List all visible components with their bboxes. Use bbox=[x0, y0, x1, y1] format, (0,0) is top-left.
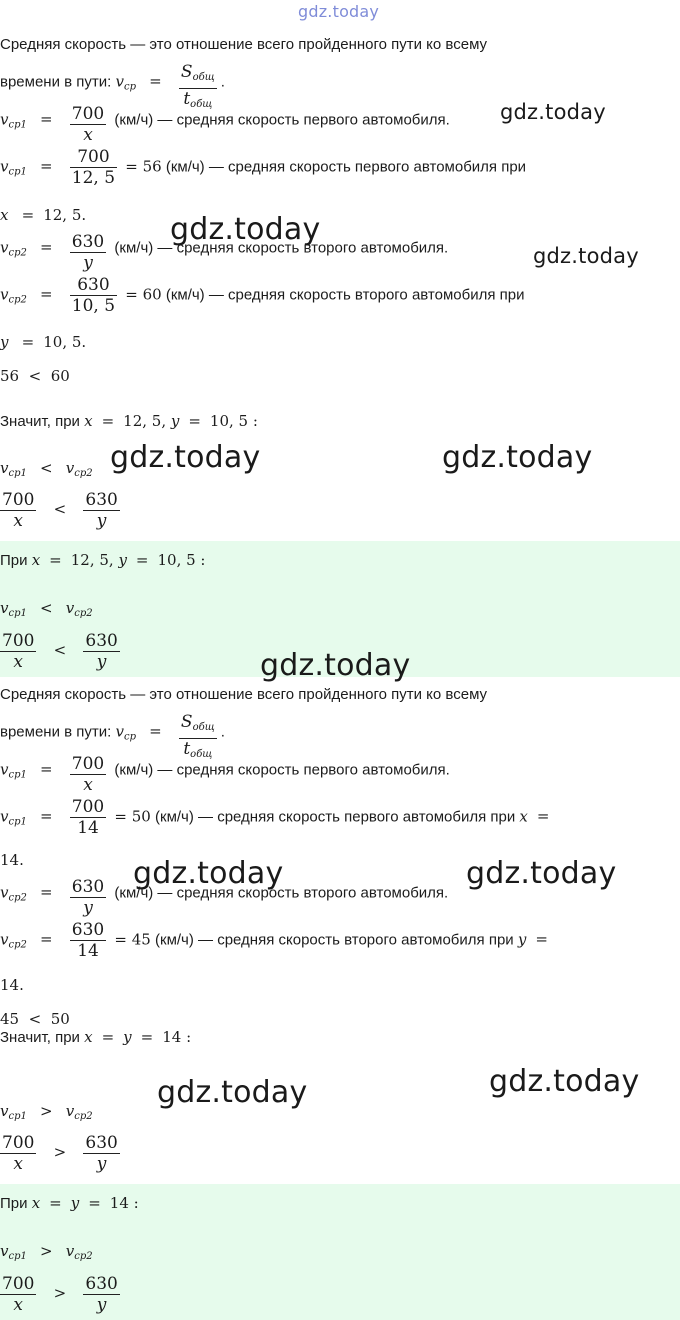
x-symbol: x bbox=[0, 206, 9, 224]
answer-b-frac-rel: > bbox=[53, 1284, 67, 1303]
answer-a-frac-rel: < bbox=[53, 641, 67, 660]
answer-b-num-right: 630 bbox=[85, 1274, 118, 1294]
avg-speed-fraction bbox=[179, 62, 217, 110]
v1-value-fraction-b bbox=[70, 797, 106, 838]
definition-line-2: времени в пути: $v_{ср}$ = $\frac{S_{общ}}{t_{общ}}$ . bbox=[0, 62, 225, 110]
v2-value-numerator: 630 bbox=[70, 275, 117, 296]
ineq-num-left: 700 bbox=[2, 490, 35, 510]
conclusion-line: Значит, при x = 12, 5, y = 10, 5 : bbox=[0, 412, 258, 430]
answer-a-den-left: x bbox=[13, 652, 24, 672]
answer-b-condition: При x = y = 14 : bbox=[0, 1194, 139, 1212]
v2-subscript-b2: ср2 bbox=[8, 939, 27, 951]
y-value: 10, 5. bbox=[43, 333, 87, 351]
t-subscript-b: общ bbox=[190, 749, 213, 760]
v1-value-numerator-b: 700 bbox=[71, 797, 105, 817]
ineq-v1-sub: ср1 bbox=[8, 468, 27, 479]
inequality-v-line: $v_{ср1} < v_{ср2}$ bbox=[0, 459, 93, 479]
ineq-v1-sub-b: ср1 bbox=[8, 1111, 27, 1122]
v1-value-fraction bbox=[70, 147, 117, 188]
watermark: gdz.today bbox=[110, 440, 261, 475]
ineq-den-right: y bbox=[96, 511, 107, 531]
v1-formula-line: $v_{ср1}$ = $\frac{700}{x}$ (км/ч) — средняя скорость первого автомобиля. bbox=[0, 104, 450, 145]
ineq-num-left-b: 700 bbox=[2, 1133, 35, 1153]
v2-value-line: $v_{ср2}$ = $\frac{630}{10, 5}$ = 60 (км/ч) — средняя скорость второго автомобиля при bbox=[0, 275, 525, 316]
answer-a-v1-sub: ср1 bbox=[8, 608, 27, 619]
v2-numerator-b: 630 bbox=[71, 877, 105, 897]
s-symbol: S bbox=[180, 62, 193, 82]
ineq-frac-right-b bbox=[83, 1133, 119, 1174]
v1-numerator: 700 bbox=[71, 104, 105, 124]
v1-formula-line-b: $v_{ср1}$ = $\frac{700}{x}$ (км/ч) — средняя скорость первого автомобиля. bbox=[0, 754, 450, 795]
conclusion-text-b: Значит, при bbox=[0, 1029, 80, 1046]
definition-text: Средняя скорость — это отношение всего пройденного пути ко всему bbox=[0, 36, 488, 53]
answer-b-rel: > bbox=[40, 1242, 53, 1260]
answer-a-rel: < bbox=[40, 599, 53, 617]
v2-subscript: ср2 bbox=[8, 247, 27, 259]
ineq-frac-right bbox=[83, 490, 119, 531]
y-value-line-b bbox=[0, 976, 680, 994]
answer-b-v-ineq: $v_{ср1} > v_{ср2}$ bbox=[0, 1242, 93, 1262]
definition-text-2: времени в пути: bbox=[0, 73, 112, 91]
x-value-b: 14. bbox=[0, 851, 24, 869]
answer-a-condition: При x = 12, 5, y = 10, 5 : bbox=[0, 551, 206, 569]
v2-result: 60 bbox=[142, 285, 162, 304]
watermark: gdz.today bbox=[533, 244, 639, 268]
watermark: gdz.today bbox=[500, 100, 606, 124]
v2-denominator: y bbox=[83, 253, 93, 273]
v1-numerator-b: 700 bbox=[71, 754, 105, 774]
y-value-b: 14. bbox=[0, 976, 24, 994]
x-value: 12, 5. bbox=[43, 206, 87, 224]
t-subscript: общ bbox=[190, 99, 213, 110]
v1-subscript: ср1 bbox=[8, 119, 27, 131]
v1-value-denominator-b: 14 bbox=[77, 818, 99, 838]
inequality-frac-line bbox=[0, 490, 680, 531]
v1-description: (км/ч) — средняя скорость первого автомобиля. bbox=[114, 111, 450, 129]
ineq-num-right: 630 bbox=[85, 490, 118, 510]
v2-subscript-b: ср2 bbox=[8, 892, 27, 904]
v2-fraction-b bbox=[70, 877, 106, 918]
definition-line-2-b: времени в пути: $v_{ср}$ = $\frac{S_{общ}}{t_{общ}}$ . bbox=[0, 712, 225, 760]
v1-value-denominator: 12, 5 bbox=[71, 168, 116, 188]
y-value-line: y = 10, 5. bbox=[0, 333, 87, 351]
header-watermark: gdz.today bbox=[298, 2, 380, 21]
v1-result-description: (км/ч) — средняя скорость первого автомобиля при bbox=[165, 158, 527, 176]
answer-a-num-right: 630 bbox=[85, 631, 118, 651]
v1-fraction-b bbox=[70, 754, 106, 795]
ineq-frac-relation-b: > bbox=[53, 1143, 67, 1162]
v2-result-description: (км/ч) — средняя скорость второго автомобиля при bbox=[165, 286, 525, 304]
answer-b-xy: 14 : bbox=[109, 1194, 139, 1212]
answer-a-v2-sub: ср2 bbox=[74, 608, 93, 619]
answer-b-frac-ineq bbox=[0, 1274, 680, 1315]
v2-value-fraction bbox=[70, 275, 117, 316]
v2-formula-line: $v_{ср2}$ = $\frac{630}{y}$ (км/ч) — средняя скорость второго автомобиля. bbox=[0, 232, 449, 273]
answer-a-v-ineq: $v_{ср1} < v_{ср2}$ bbox=[0, 599, 93, 619]
conclusion-text: Значит, при bbox=[0, 413, 80, 430]
v2-description-b: (км/ч) — средняя скорость второго автомобиля. bbox=[114, 884, 449, 902]
v-subscript: ср bbox=[123, 81, 136, 93]
answer-a-y: 10, 5 : bbox=[157, 551, 206, 569]
answer-a-x: 12, 5, bbox=[70, 551, 119, 569]
definition-line-1 bbox=[0, 36, 680, 53]
v2-result-description-b: (км/ч) — средняя скорость второго автомобиля при bbox=[155, 931, 514, 949]
v1-subscript-2: ср1 bbox=[8, 166, 27, 178]
answer-a-frac-right bbox=[83, 631, 119, 672]
v1-subscript-b2: ср1 bbox=[8, 816, 27, 828]
answer-b-pri: При bbox=[0, 1195, 28, 1212]
definition-text-2-b: времени в пути: bbox=[0, 723, 112, 741]
comparison-line bbox=[0, 367, 680, 385]
answer-b-v2-sub: ср2 bbox=[74, 1251, 93, 1262]
v1-description-b: (км/ч) — средняя скорость первого автомобиля. bbox=[114, 761, 450, 779]
v1-denominator: x bbox=[83, 125, 93, 145]
ineq-den-right-b: y bbox=[96, 1154, 107, 1174]
answer-a-pri: При bbox=[0, 552, 28, 569]
ineq-v2-sub-b: ср2 bbox=[74, 1111, 93, 1122]
s-subscript: общ bbox=[192, 72, 215, 83]
watermark: gdz.today bbox=[489, 1064, 640, 1099]
v1-subscript-b: ср1 bbox=[8, 769, 27, 781]
watermark: gdz.today bbox=[170, 212, 321, 247]
watermark: gdz.today bbox=[157, 1075, 308, 1110]
ineq-num-right-b: 630 bbox=[85, 1133, 118, 1153]
v1-value-line-b: $v_{ср1}$ = $\frac{700}{14}$ = 50 (км/ч) — средняя скорость первого автомобиля при x = bbox=[0, 797, 550, 838]
v2-value-denominator-b: 14 bbox=[77, 941, 99, 961]
comparison-text: 56 < 60 bbox=[0, 367, 70, 385]
answer-b-frac-left bbox=[0, 1274, 36, 1315]
v2-value-numerator-b: 630 bbox=[71, 920, 105, 940]
inequality-v-line-b: $v_{ср1} > v_{ср2}$ bbox=[0, 1102, 93, 1122]
v2-numerator: 630 bbox=[71, 232, 105, 252]
watermark: gdz.today bbox=[260, 648, 411, 683]
v2-value-fraction-b bbox=[70, 920, 106, 961]
v2-value-line-b: $v_{ср2}$ = $\frac{630}{14}$ = 45 (км/ч) — средняя скорость второго автомобиля при y = bbox=[0, 920, 548, 961]
comparison-text-b: 45 < 50 bbox=[0, 1010, 70, 1028]
ineq-relation: < bbox=[40, 459, 53, 477]
cond-y: 10, 5 : bbox=[209, 412, 258, 430]
v1-result-description-b: (км/ч) — средняя скорость первого автомобиля при bbox=[155, 808, 516, 826]
conclusion-line-b: Значит, при x = y = 14 : bbox=[0, 1028, 192, 1046]
ineq-frac-relation: < bbox=[53, 500, 67, 519]
ineq-v2-sub: ср2 bbox=[74, 468, 93, 479]
v-symbol: v bbox=[115, 72, 124, 91]
v2-fraction bbox=[70, 232, 106, 273]
v2-denominator-b: y bbox=[83, 898, 93, 918]
v1-fraction bbox=[70, 104, 106, 145]
inequality-frac-line-b bbox=[0, 1133, 680, 1174]
definition-text-b: Средняя скорость — это отношение всего пройденного пути ко всему bbox=[0, 686, 488, 703]
ineq-den-left-b: x bbox=[13, 1154, 24, 1174]
v2-description: (км/ч) — средняя скорость второго автомобиля. bbox=[114, 239, 449, 257]
v1-denominator-b: x bbox=[83, 775, 93, 795]
v2-result-b: 45 bbox=[131, 930, 151, 949]
watermark: gdz.today bbox=[442, 440, 593, 475]
ineq-relation-b: > bbox=[40, 1102, 53, 1120]
answer-a-frac-left bbox=[0, 631, 36, 672]
v-subscript-b: ср bbox=[123, 731, 136, 743]
s-subscript-b: общ bbox=[192, 722, 215, 733]
answer-b-den-left: x bbox=[13, 1295, 24, 1315]
answer-b-v1-sub: ср1 bbox=[8, 1251, 27, 1262]
ineq-den-left: x bbox=[13, 511, 24, 531]
definition-line-1-b bbox=[0, 686, 680, 703]
ineq-frac-left bbox=[0, 490, 36, 531]
cond-xy-b: 14 : bbox=[162, 1028, 192, 1046]
ineq-frac-left-b bbox=[0, 1133, 36, 1174]
watermark: gdz.today bbox=[133, 856, 284, 891]
y-symbol: y bbox=[0, 333, 9, 351]
answer-b-num-left: 700 bbox=[2, 1274, 35, 1294]
comparison-line-b bbox=[0, 1010, 680, 1028]
v1-value-numerator: 700 bbox=[70, 147, 117, 168]
v1-result: 56 bbox=[142, 157, 162, 176]
cond-x: 12, 5, bbox=[123, 412, 171, 430]
answer-a-num-left: 700 bbox=[2, 631, 35, 651]
answer-box-b bbox=[0, 1184, 680, 1320]
answer-b-den-right: y bbox=[96, 1295, 107, 1315]
v1-value-line: $v_{ср1}$ = $\frac{700}{12, 5}$ = 56 (км/ч) — средняя скорость первого автомобиля при bbox=[0, 147, 527, 188]
v2-subscript-2: ср2 bbox=[8, 294, 27, 306]
avg-speed-fraction-b: $\frac{S_{общ}}{t_{общ}}$ bbox=[180, 712, 215, 760]
t-symbol: t bbox=[183, 89, 191, 109]
v2-value-denominator: 10, 5 bbox=[71, 296, 116, 316]
x-value-line: x = 12, 5. bbox=[0, 206, 87, 224]
answer-b-frac-right bbox=[83, 1274, 119, 1315]
watermark: gdz.today bbox=[466, 856, 617, 891]
v2-formula-line-b: $v_{ср2}$ = $\frac{630}{y}$ (км/ч) — средняя скорость второго автомобиля. bbox=[0, 877, 449, 918]
v1-result-b: 50 bbox=[131, 807, 151, 826]
answer-a-den-right: y bbox=[96, 652, 107, 672]
